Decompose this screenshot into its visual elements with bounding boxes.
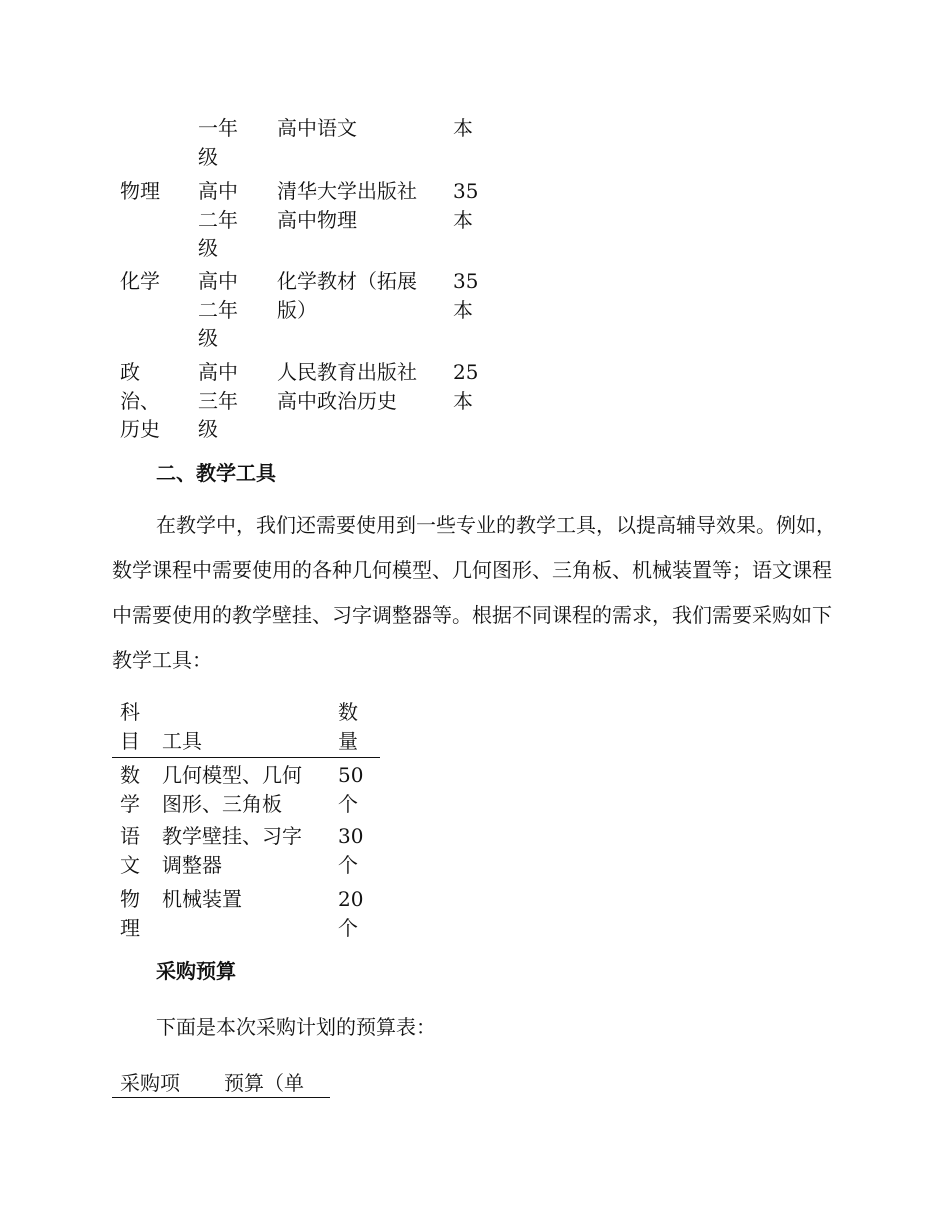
table-cell-subject: 语 文 xyxy=(120,824,140,877)
table-cell-qty: 本 xyxy=(453,116,473,140)
table-cell-subject: 化学 xyxy=(120,269,160,293)
table-header-tool: 工具 xyxy=(162,729,202,753)
table-header-rule xyxy=(112,757,380,758)
table-cell-subject: 政 治、 历史 xyxy=(120,360,160,442)
table-cell-qty: 25 本 xyxy=(453,360,479,413)
table-cell-book: 人民教育出版社 高中政治历史 xyxy=(277,360,417,413)
table-header-item: 采购项 xyxy=(120,1071,180,1095)
table-cell-qty: 20 个 xyxy=(338,887,364,940)
table-header-subject: 科 目 xyxy=(120,700,140,753)
table-cell-grade: 高中 三年 级 xyxy=(198,360,238,442)
table-cell-tool: 机械装置 xyxy=(162,887,242,911)
teaching-tools-paragraph: 在教学中，我们还需要使用到一些专业的教学工具，以提高辅导效果。例如，数学课程中需要使用的各种几何模型、几何图形、三角板、机械装置等；语文课程中需要使用的教学壁挂、习字调整器等。根据不同课程的需求，我们需要采购如下教学工具： xyxy=(112,513,836,672)
table-cell-qty: 35 本 xyxy=(453,269,479,322)
table-header-qty: 数 量 xyxy=(338,700,358,753)
table-cell-tool: 几何模型、几何 图形、三角板 xyxy=(162,763,302,816)
table-cell-subject: 数 学 xyxy=(120,763,140,816)
table-cell-subject: 物理 xyxy=(120,179,160,203)
table-cell-grade: 高中 二年 级 xyxy=(198,269,238,351)
table-cell-grade: 高中 二年 级 xyxy=(198,179,238,261)
table-header-rule xyxy=(112,1097,330,1098)
table-cell-book: 高中语文 xyxy=(277,116,357,140)
table-cell-qty: 35 本 xyxy=(453,179,479,232)
table-header-budget: 预算（单 xyxy=(224,1071,304,1095)
table-cell-book: 清华大学出版社 高中物理 xyxy=(277,179,417,232)
table-cell-grade: 一年 级 xyxy=(198,116,238,169)
table-cell-book: 化学教材（拓展 版） xyxy=(277,269,417,322)
table-cell-qty: 30 个 xyxy=(338,824,364,877)
section-heading-teaching-tools: 二、教学工具 xyxy=(156,461,276,485)
table-cell-qty: 50 个 xyxy=(338,763,364,816)
budget-paragraph: 下面是本次采购计划的预算表： xyxy=(156,1015,436,1039)
table-cell-subject: 物 理 xyxy=(120,887,140,940)
section-heading-budget: 采购预算 xyxy=(156,959,236,983)
table-cell-tool: 教学壁挂、习字 调整器 xyxy=(162,824,302,877)
